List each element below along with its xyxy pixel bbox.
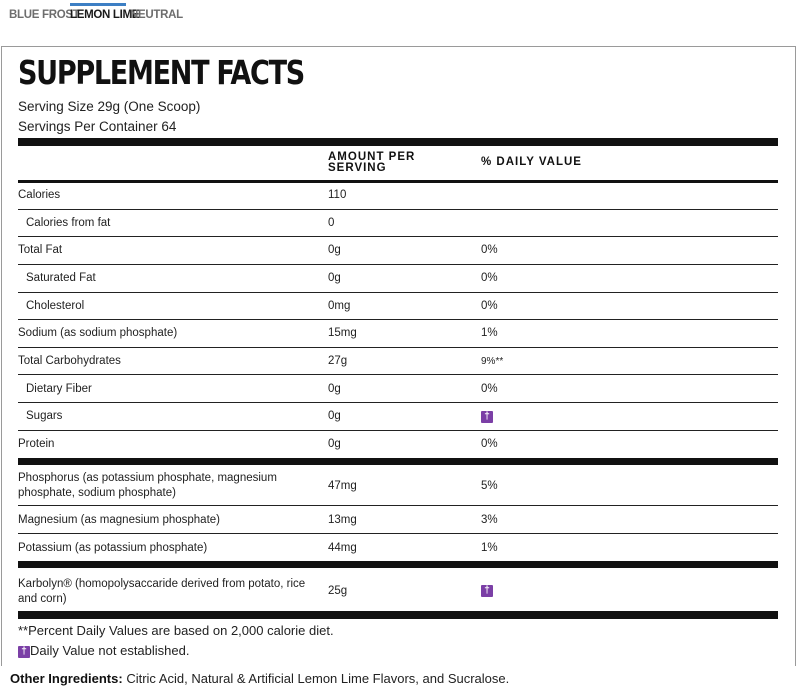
nutrient-amount: 0g — [328, 272, 341, 284]
nutrient-amount: 44mg — [328, 542, 357, 554]
nutrient-amount: 25g — [328, 585, 348, 597]
footnote-dagger — [18, 643, 189, 658]
nutrient-daily-value: 0% — [481, 272, 498, 284]
nutrient-daily-value: 1% — [481, 542, 498, 554]
nutrient-daily-value: 1% — [481, 327, 498, 339]
thick-divider — [18, 458, 778, 465]
nutrient-amount: 110 — [328, 189, 347, 201]
nutrient-amount: 0 — [328, 217, 335, 229]
other-ingredients — [10, 671, 509, 686]
nutrient-name: Total Carbohydrates — [18, 355, 121, 367]
nutrient-name: Calories from fat — [26, 217, 111, 229]
nutrient-daily-value: 5% — [481, 480, 498, 492]
nutrient-amount: 13mg — [328, 514, 357, 526]
nutrient-daily-value: 3% — [481, 514, 498, 526]
nutrient-daily-value — [481, 410, 493, 425]
nutrient-amount: 15mg — [328, 327, 357, 339]
footnote-dagger-text: Daily Value not established. — [30, 643, 190, 658]
nutrient-daily-value: 0% — [481, 383, 498, 395]
nutrient-name: Calories — [18, 189, 61, 201]
nutrient-amount: 27g — [328, 355, 348, 367]
nutrient-daily-value: 9%** — [481, 356, 504, 367]
nutrient-name: Karbolyn® (homopolysaccaride derived from potato, rice and corn) — [18, 578, 306, 605]
nutrient-amount: 0g — [328, 383, 341, 395]
dagger-icon: † — [18, 646, 30, 658]
serving-size: Serving Size 29g (One Scoop) — [18, 99, 201, 114]
nutrient-name: Cholesterol — [26, 300, 85, 312]
other-ingredients-label: Other Ingredients: — [10, 671, 123, 686]
flavor-tabs — [0, 0, 800, 36]
servings-per-container: Servings Per Container 64 — [18, 119, 177, 134]
thick-divider — [18, 561, 778, 568]
other-ingredients-text: Citric Acid, Natural & Artificial Lemon Lime Flavors, and Sucralose. — [126, 671, 510, 686]
dagger-icon: † — [481, 585, 493, 597]
daily-value-column-header: % DAILY VALUE — [481, 156, 582, 168]
facts-title: SUPPLEMENT FACTS — [18, 53, 304, 92]
tab-lemon-lime[interactable]: LEMON LIME — [70, 9, 140, 21]
nutrient-name: Sodium (as sodium phosphate) — [18, 327, 178, 339]
nutrient-daily-value: 0% — [481, 438, 498, 450]
nutrient-amount: 0g — [328, 438, 341, 450]
nutrient-amount: 0g — [328, 410, 341, 422]
thick-divider — [18, 611, 778, 619]
nutrient-name: Saturated Fat — [26, 272, 96, 284]
nutrient-name: Potassium (as potassium phosphate) — [18, 542, 208, 554]
nutrient-name: Magnesium (as magnesium phosphate) — [18, 514, 220, 526]
nutrient-name: Sugars — [26, 410, 63, 422]
footnote-percent: **Percent Daily Values are based on 2,000 calorie diet. — [18, 623, 334, 638]
nutrient-name: Total Fat — [18, 244, 63, 256]
thick-divider — [18, 138, 778, 146]
nutrient-amount: 47mg — [328, 480, 357, 492]
dagger-icon: † — [481, 411, 493, 423]
nutrient-amount: 0mg — [328, 300, 351, 312]
nutrient-amount: 0g — [328, 244, 341, 256]
nutrient-name: Dietary Fiber — [26, 383, 92, 395]
nutrient-daily-value — [481, 584, 493, 599]
nutrient-daily-value: 0% — [481, 300, 498, 312]
header-divider — [18, 180, 778, 183]
nutrient-daily-value: 0% — [481, 244, 498, 256]
nutrient-name: Protein — [18, 438, 55, 450]
amount-column-header: AMOUNT PER SERVING — [328, 151, 416, 174]
tab-neutral[interactable]: NEUTRAL — [130, 9, 183, 21]
nutrient-name: Phosphorus (as potassium phosphate, magnesium phosphate, sodium phosphate) — [18, 472, 277, 499]
tab-blue-frost[interactable]: BLUE FROST — [9, 9, 80, 21]
active-tab-indicator — [70, 3, 126, 6]
